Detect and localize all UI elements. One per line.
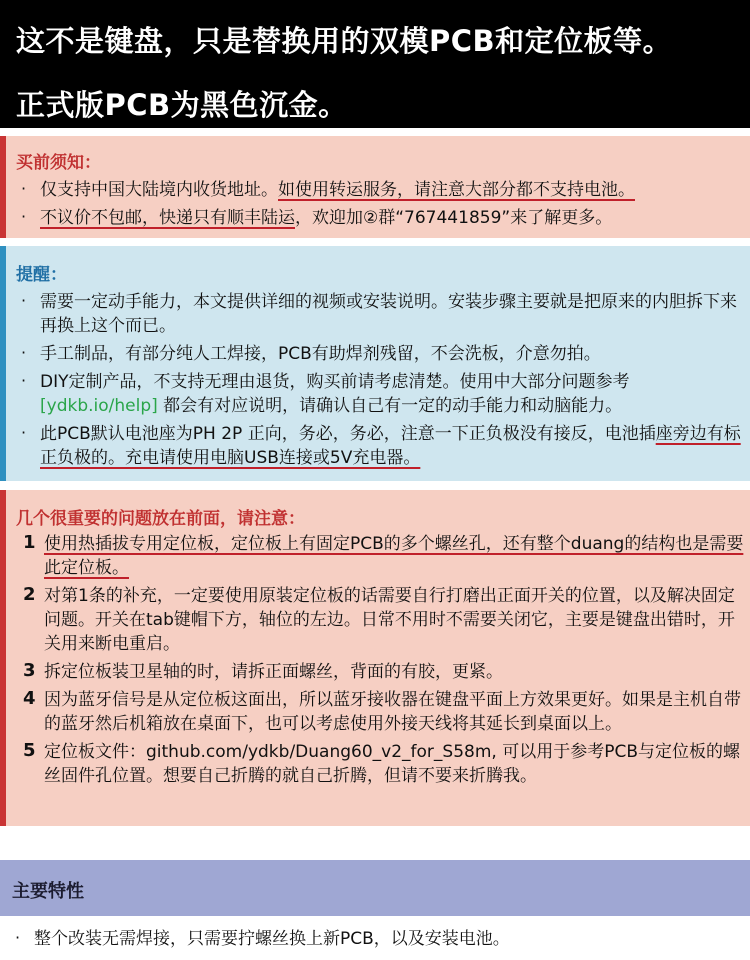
reminder-box (0, 246, 750, 481)
reminder-item-2: 手工制品，有部分纯人工焊接，PCB有助焊剂残留，不会洗板，介意勿拍。 (40, 344, 601, 364)
important-item-2: 对第1条的补充，一定要使用原装定位板的话需要自行打磨出正面开关的位置，以及解决固定问题。开关在tab键帽下方，轴位的左边。日常不用时不需要关闭它，主要是键盘出错时，开关用来断电重启。 (44, 586, 735, 654)
reminder-item-3-after: 都会有对应说明，请确认自己有一定的动手能力和动脑能力。 (157, 396, 623, 416)
bullet-icon: · (21, 371, 27, 390)
item-number: 4 (23, 688, 36, 709)
bullet-icon: · (21, 291, 27, 310)
important-issues-list (22, 532, 744, 792)
banner-line-2: 正式版PCB为黑色沉金。 (16, 88, 348, 122)
bullet-icon: · (21, 179, 27, 198)
reminder-list (18, 290, 746, 470)
reminder-item-4-underlined: 座旁边有标正负极的。充电请使用电脑USB连接或5V充电器。 (40, 424, 741, 468)
list-item (22, 584, 744, 656)
important-item-4: 因为蓝牙信号是从定位板这面出，所以蓝牙接收器在键盘平面上方效果更好。如果是主机自带的蓝牙然后机箱放在桌面下，也可以考虑使用外接天线将其延长到桌面以上。 (44, 690, 741, 734)
list-item (18, 206, 746, 230)
banner-line-1: 这不是键盘，只是替换用的双模PCB和定位板等。 (16, 24, 673, 58)
features-list (12, 926, 740, 952)
features-section-header (0, 860, 750, 916)
reminder-item-3-before: DIY定制产品，不支持无理由退货，购买前请考虑清楚。使用中大部分问题参考 (40, 372, 630, 392)
list-item (18, 370, 746, 418)
important-issues-title: 几个很重要的问题放在前面，请注意： (16, 509, 305, 529)
bullet-icon: · (21, 423, 27, 442)
important-item-3: 拆定位板装卫星轴的时，请拆正面螺丝，背面的有胶，更紧。 (44, 662, 503, 682)
header-banner (0, 0, 750, 128)
item-number: 2 (23, 584, 36, 605)
bullet-icon: · (21, 207, 27, 226)
notice-item-2-underlined: 不议价不包邮，快递只有顺丰陆运 (40, 208, 295, 228)
feature-item-1: 整个改装无需焊接，只需要拧螺丝换上新PCB，以及安装电池。 (34, 929, 510, 949)
list-item (18, 178, 746, 202)
notice-item-2-text: ，欢迎加②群“767441859”来了解更多。 (295, 208, 613, 228)
bullet-icon: · (15, 928, 21, 947)
reminder-item-1: 需要一定动手能力，本文提供详细的视频或安装说明。安装步骤主要就是把原来的内胆拆下来再换上这个而已。 (40, 292, 737, 336)
list-item (22, 688, 744, 736)
notice-item-1-text: 仅支持中国大陆境内收货地址。 (40, 180, 278, 200)
list-item (18, 342, 746, 366)
list-item (22, 532, 744, 580)
notice-item-1-underlined: 如使用转运服务，请注意大部分都不支持电池。 (278, 180, 635, 200)
bullet-icon: · (21, 343, 27, 362)
features-title: 主要特性 (12, 881, 84, 902)
list-item (18, 422, 746, 470)
reminder-title: 提醒： (16, 265, 67, 285)
purchase-notice-list (18, 178, 746, 230)
list-item (22, 660, 744, 684)
item-number: 5 (23, 740, 36, 761)
list-item (18, 290, 746, 338)
reminder-item-4-text: 此PCB默认电池座为PH 2P 正向，务必，务必，注意一下正负极没有接反，电池插 (40, 424, 656, 444)
important-issues-box (0, 490, 750, 826)
purchase-notice-title: 买前须知： (16, 153, 101, 173)
list-item (22, 740, 744, 788)
item-number: 1 (23, 532, 36, 553)
important-item-5: 定位板文件：github.com/ydkb/Duang60_v2_for_S58m, 可以用于参考PCB与定位板的螺丝固件孔位置。想要自己折腾的就自己折腾，但请不要来折腾我。 (44, 742, 740, 786)
help-link[interactable]: [ydkb.io/help] (40, 396, 158, 416)
important-item-1: 使用热插拔专用定位板，定位板上有固定PCB的多个螺丝孔，还有整个duang的结构也是需要此定位板。 (44, 534, 744, 578)
purchase-notice-box (0, 136, 750, 238)
list-item (12, 926, 740, 952)
item-number: 3 (23, 660, 36, 681)
